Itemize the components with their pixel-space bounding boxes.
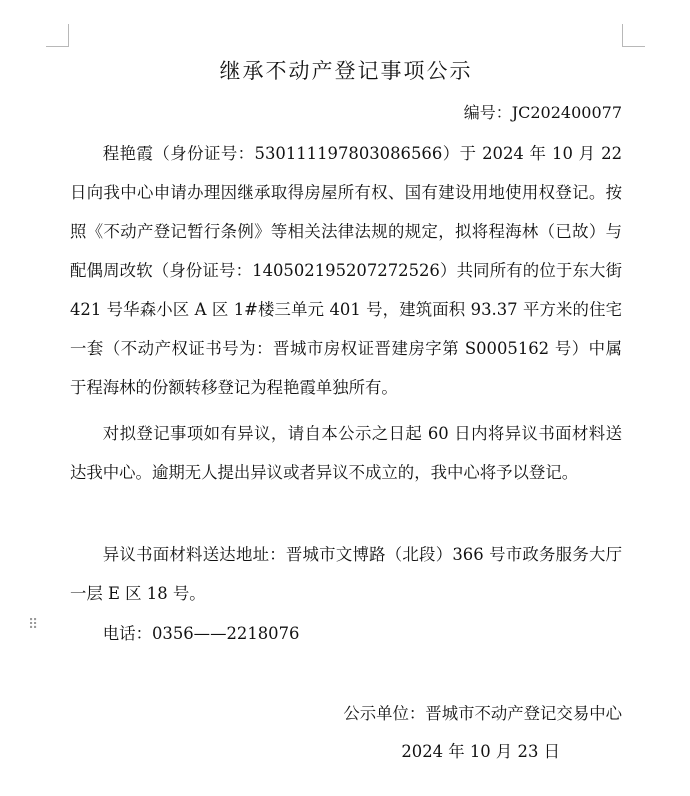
document-number: 编号：JC202400077	[463, 103, 622, 122]
publisher-line: 公示单位：晋城市不动产登记交易中心	[343, 704, 622, 723]
paragraph-objection: 对拟登记事项如有异议，请自本公示之日起 60 日内将异议书面材料送达我中心。逾期无人提出异议或者异议不成立的，我中心将予以登记。	[70, 424, 622, 482]
page-corner-mark-top-right	[622, 24, 645, 47]
paragraph-address: 异议书面材料送达地址：晋城市文博路（北段）366 号市政务服务大厅一层 E 区 18 号。	[70, 545, 622, 603]
date-line: 2024 年 10 月 23 日	[401, 742, 560, 761]
paragraph-main: 程艳霞（身份证号：530111197803086566）于 2024 年 10 月 22 日向我中心申请办理因继承取得房屋所有权、国有建设用地使用权登记。按照《不动产登记暂行条例》等相关法律法规的规定，拟将程海林（已故）与配偶周改软（身份证号：140502195207272526）共同所有的位于东大街 421 号华森小区 A 区 1#楼三单元 401 号，建筑面积 93.37 平方米的住宅一套（不动产权证书号为：晋城市房权证晋建房字第 S0005162 号）中属于程海林的份额转移登记为程艳霞单独所有。	[70, 144, 622, 397]
page-corner-mark-top-left	[46, 24, 69, 47]
document-title: 继承不动产登记事项公示	[219, 59, 473, 83]
paragraph-phone: 电话：0356——2218076	[102, 624, 300, 643]
drag-handle-icon[interactable]: ⠿	[28, 617, 38, 633]
